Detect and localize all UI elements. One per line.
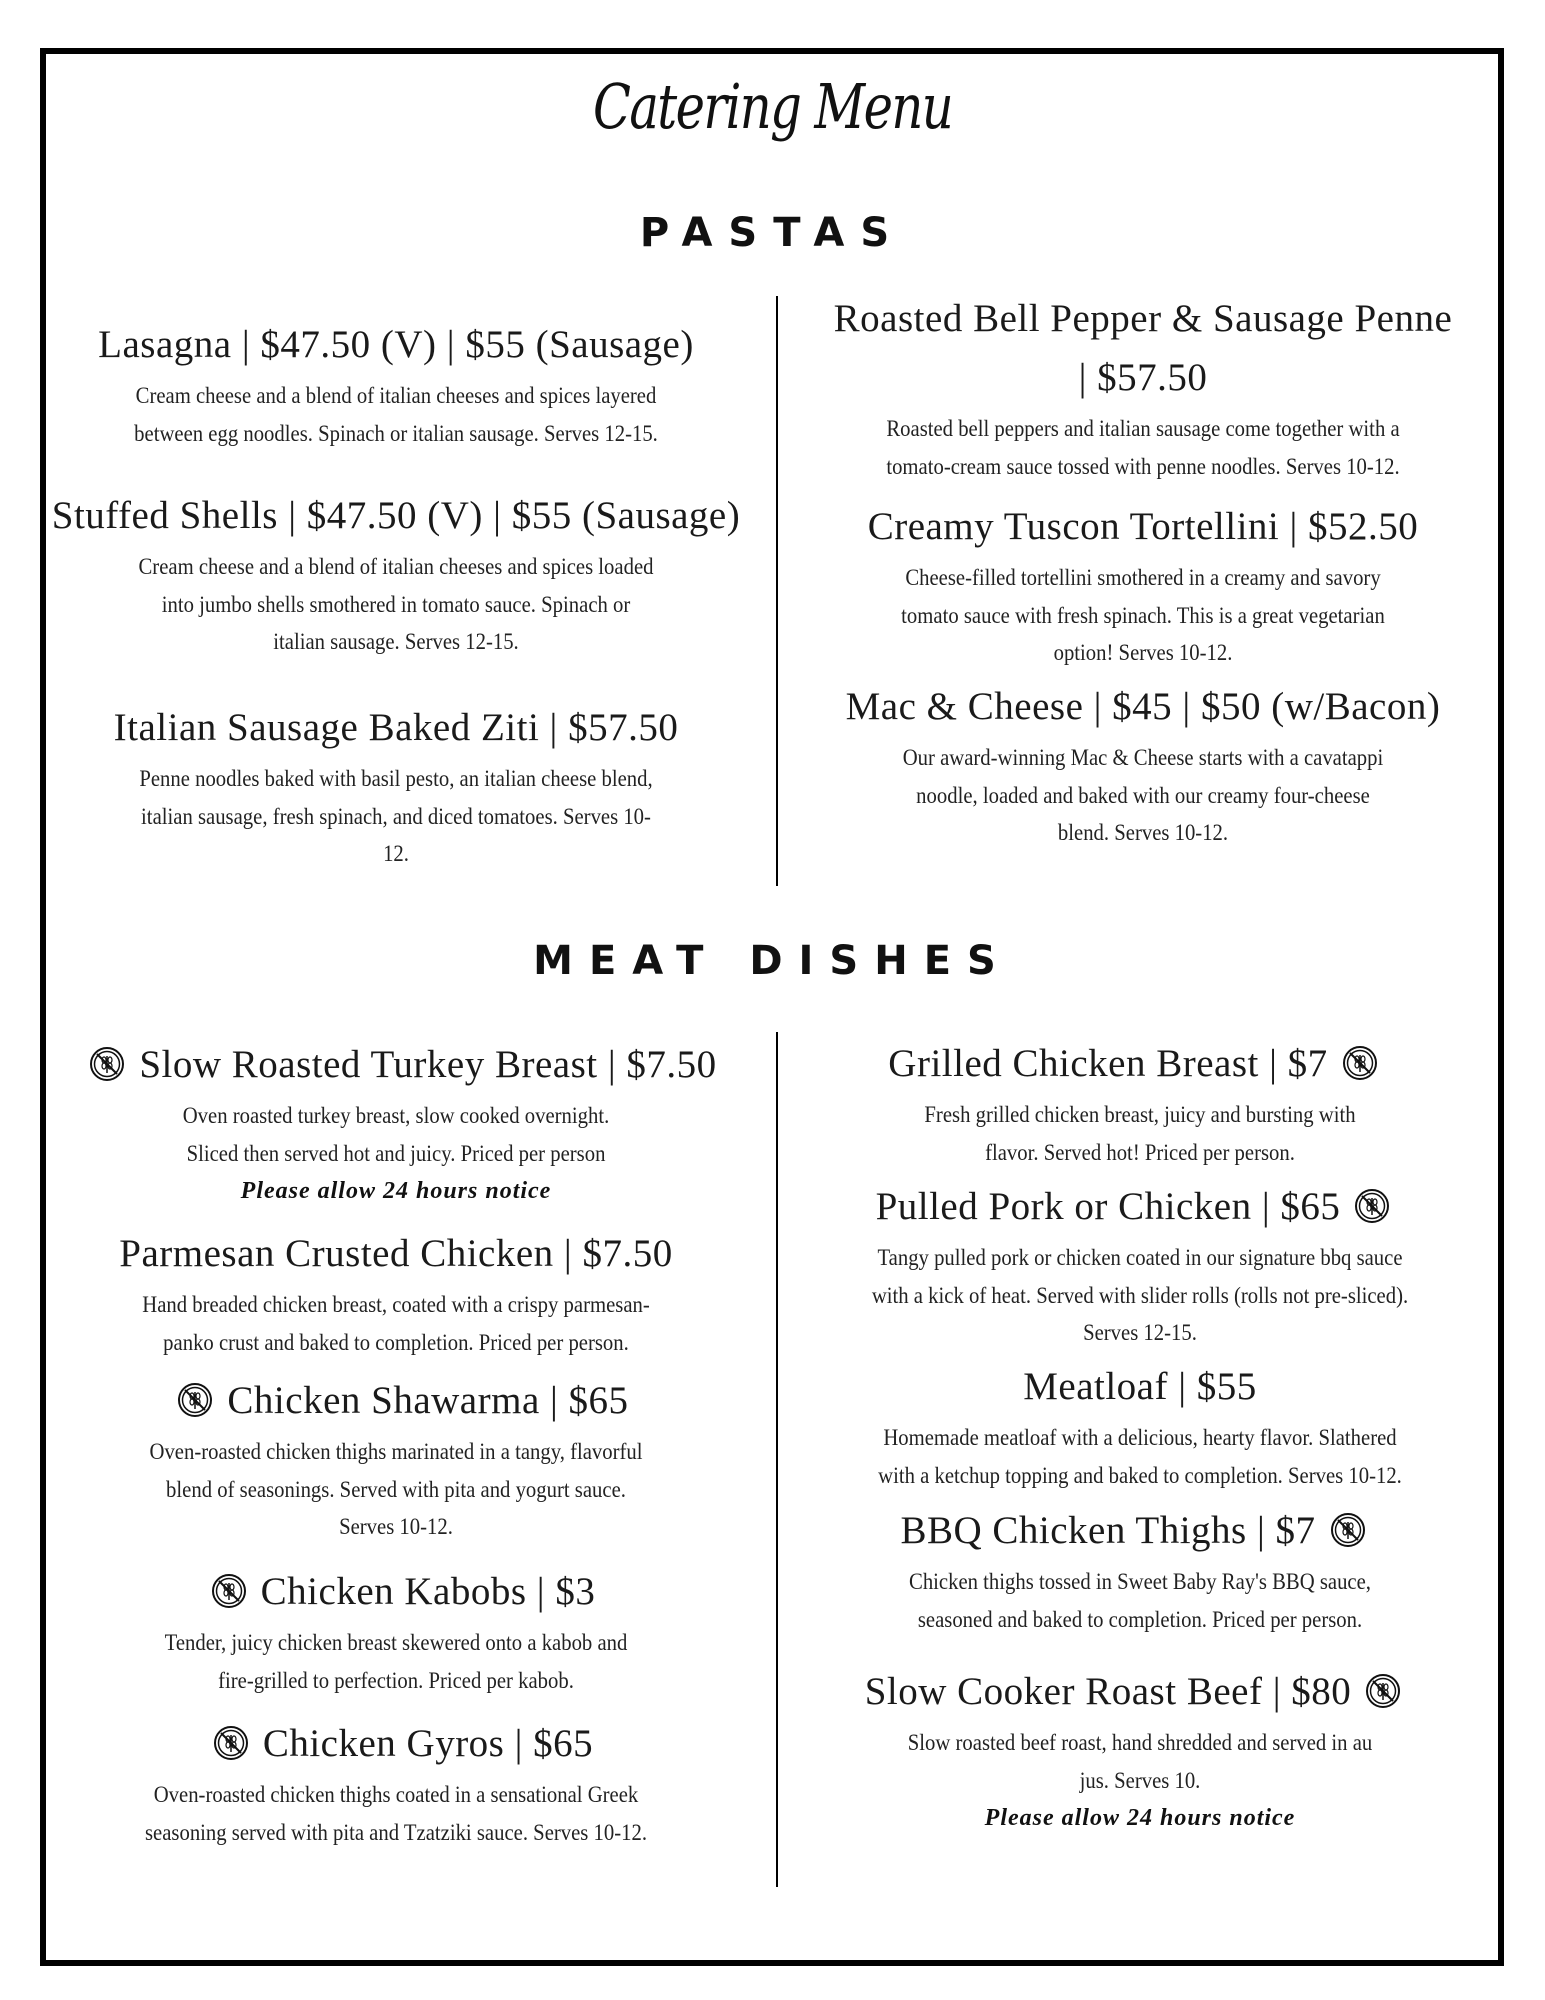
menu-item	[743, 499, 1543, 672]
menu-item-title	[740, 1359, 1540, 1415]
menu-item	[0, 488, 796, 661]
menu-item	[740, 1179, 1540, 1352]
menu-item-title-text: Chicken Shawarma | $65	[227, 1379, 629, 1422]
menu-item	[0, 1373, 796, 1546]
menu-item-title	[0, 1037, 796, 1093]
menu-item-description: 12.	[383, 841, 409, 866]
menu-item-description: italian sausage, fresh spinach, and diced tomatoes. Serves 10-	[141, 803, 651, 829]
menu-item-description: fire-grilled to perfection. Priced per kabob.	[218, 1667, 574, 1693]
section-heading-meat-dishes: MEAT DISHES	[533, 938, 1012, 984]
menu-item-title	[743, 679, 1543, 735]
menu-item	[740, 1664, 1540, 1837]
menu-item-description: jus. Serves 10.	[1079, 1767, 1201, 1793]
menu-item-description: between egg noodles. Spinach or italian sausage. Serves 12-15.	[134, 420, 658, 446]
menu-item-title-text: Lasagna | $47.50 (V) | $55 (Sausage)	[98, 323, 694, 366]
menu-item-title-text: Mac & Cheese | $45 | $50 (w/Bacon)	[845, 685, 1441, 728]
menu-item-description: Hand breaded chicken breast, coated with a crispy parmesan-	[142, 1292, 650, 1317]
menu-item-description: Chicken thighs tossed in Sweet Baby Ray's BBQ sauce,	[909, 1569, 1371, 1594]
menu-item-description: Cream cheese and a blend of italian cheeses and spices layered	[135, 383, 657, 408]
menu-item-title	[0, 1373, 796, 1429]
gluten-free-icon	[89, 1042, 125, 1078]
menu-item-description: Penne noodles baked with basil pesto, an italian cheese blend,	[139, 766, 653, 791]
menu-item-description: seasoning served with pita and Tzatziki sauce. Serves 10-12.	[144, 1819, 648, 1845]
menu-item-description: Cream cheese and a blend of italian cheeses and spices loaded	[138, 554, 654, 579]
menu-item-title	[743, 291, 1543, 347]
menu-item-description: tomato sauce with fresh spinach. This is a great vegetarian	[901, 602, 1385, 628]
menu-item-title	[740, 1036, 1540, 1092]
menu-item	[740, 1503, 1540, 1638]
menu-item	[0, 1037, 796, 1210]
menu-item-description: Slow roasted beef roast, hand shredded and served in au	[907, 1730, 1373, 1755]
menu-item-title	[0, 1564, 796, 1620]
menu-item-notice: Please allow 24 hours notice	[240, 1178, 552, 1204]
menu-item-title-text: Roasted Bell Pepper & Sausage Penne	[833, 297, 1453, 340]
menu-item-description: Serves 10-12.	[339, 1514, 453, 1539]
menu-item	[0, 1716, 796, 1851]
menu-item	[0, 700, 796, 873]
menu-item-description: Fresh grilled chicken breast, juicy and bursting with	[924, 1102, 1356, 1127]
menu-item-description: Tender, juicy chicken breast skewered onto a kabob and	[164, 1630, 628, 1655]
menu-item-title	[740, 1664, 1540, 1720]
gluten-free-icon	[1365, 1669, 1401, 1705]
menu-item-description: into jumbo shells smothered in tomato sauce. Spinach or	[161, 591, 631, 617]
menu-item-title-text: | $57.50	[1078, 356, 1208, 399]
menu-item-description: Sliced then served hot and juicy. Priced per person	[186, 1140, 606, 1166]
menu-item-description: Serves 12-15.	[1083, 1320, 1197, 1345]
menu-item-description: tomato-cream sauce tossed with penne noodles. Serves 10-12.	[886, 453, 1400, 479]
menu-item-description: Oven-roasted chicken thighs marinated in a tangy, flavorful	[149, 1439, 643, 1464]
gluten-free-icon	[1330, 1508, 1366, 1544]
menu-item-description: blend of seasonings. Served with pita and yogurt sauce.	[166, 1476, 626, 1502]
menu-item-title	[0, 317, 796, 373]
menu-item-title-text: Chicken Kabobs | $3	[260, 1570, 596, 1613]
menu-title: Catering Menu	[592, 70, 953, 143]
menu-item	[740, 1359, 1540, 1494]
menu-item-description: with a ketchup topping and baked to completion. Serves 10-12.	[878, 1462, 1402, 1488]
menu-item-title-text: Slow Roasted Turkey Breast | $7.50	[139, 1043, 717, 1086]
menu-item-description: blend. Serves 10-12.	[1057, 820, 1229, 845]
menu-item-title	[743, 499, 1543, 555]
gluten-free-icon	[1354, 1184, 1390, 1220]
menu-item-title-text: Meatloaf | $55	[1023, 1365, 1257, 1408]
menu-item-description: Roasted bell peppers and italian sausage come together with a	[886, 416, 1400, 441]
menu-item-title	[743, 350, 1543, 406]
menu-item-title	[740, 1503, 1540, 1559]
menu-item-description: Tangy pulled pork or chicken coated in our signature bbq sauce	[877, 1245, 1403, 1270]
menu-item-description: option! Serves 10-12.	[1053, 640, 1233, 665]
menu-item	[0, 1226, 796, 1361]
menu-item-description: noodle, loaded and baked with our creamy four-cheese	[916, 782, 1370, 808]
menu-item-description: Oven-roasted chicken thighs coated in a sensational Greek	[153, 1782, 639, 1807]
gluten-free-icon	[177, 1378, 213, 1414]
menu-item-title-text: Grilled Chicken Breast | $7	[888, 1042, 1328, 1085]
menu-item-title-text: Italian Sausage Baked Ziti | $57.50	[113, 706, 679, 749]
menu-item-description: Homemade meatloaf with a delicious, hearty flavor. Slathered	[883, 1425, 1397, 1450]
menu-item-title	[740, 1179, 1540, 1235]
menu-item	[743, 679, 1543, 852]
gluten-free-icon	[1342, 1041, 1378, 1077]
menu-item-title	[0, 1716, 796, 1772]
section-heading-pastas: PASTAS	[639, 210, 906, 256]
menu-item-title	[0, 488, 796, 544]
menu-item-description: panko crust and baked to completion. Priced per person.	[163, 1329, 629, 1355]
menu-item	[0, 317, 796, 452]
menu-item-title-text: Creamy Tuscon Tortellini | $52.50	[867, 505, 1419, 548]
menu-item-description: italian sausage. Serves 12-15.	[273, 629, 519, 654]
gluten-free-icon	[211, 1569, 247, 1605]
menu-item-description: with a kick of heat. Served with slider rolls (rolls not pre-sliced).	[871, 1282, 1409, 1308]
menu-item-title-text: Parmesan Crusted Chicken | $7.50	[119, 1232, 673, 1275]
menu-item-title-text: Pulled Pork or Chicken | $65	[875, 1185, 1341, 1228]
menu-item-description: Our award-winning Mac & Cheese starts with a cavatappi	[902, 745, 1384, 770]
menu-item-title-text: Slow Cooker Roast Beef | $80	[864, 1670, 1352, 1713]
menu-item	[740, 1036, 1540, 1171]
menu-item-description: flavor. Served hot! Priced per person.	[985, 1139, 1295, 1165]
menu-item-title-text: BBQ Chicken Thighs | $7	[900, 1509, 1316, 1552]
menu-item-description: seasoned and baked to completion. Priced per person.	[917, 1606, 1363, 1632]
menu-item-description: Oven roasted turkey breast, slow cooked overnight.	[182, 1103, 610, 1128]
gluten-free-icon	[213, 1721, 249, 1757]
menu-item	[0, 1564, 796, 1699]
menu-item-title	[0, 1226, 796, 1282]
menu-item	[743, 291, 1543, 485]
menu-item-title	[0, 700, 796, 756]
menu-item-title-text: Stuffed Shells | $47.50 (V) | $55 (Sausage)	[51, 494, 741, 537]
menu-item-notice: Please allow 24 hours notice	[984, 1805, 1296, 1831]
menu-item-title-text: Chicken Gyros | $65	[262, 1722, 594, 1765]
menu-item-description: Cheese-filled tortellini smothered in a creamy and savory	[905, 565, 1381, 590]
